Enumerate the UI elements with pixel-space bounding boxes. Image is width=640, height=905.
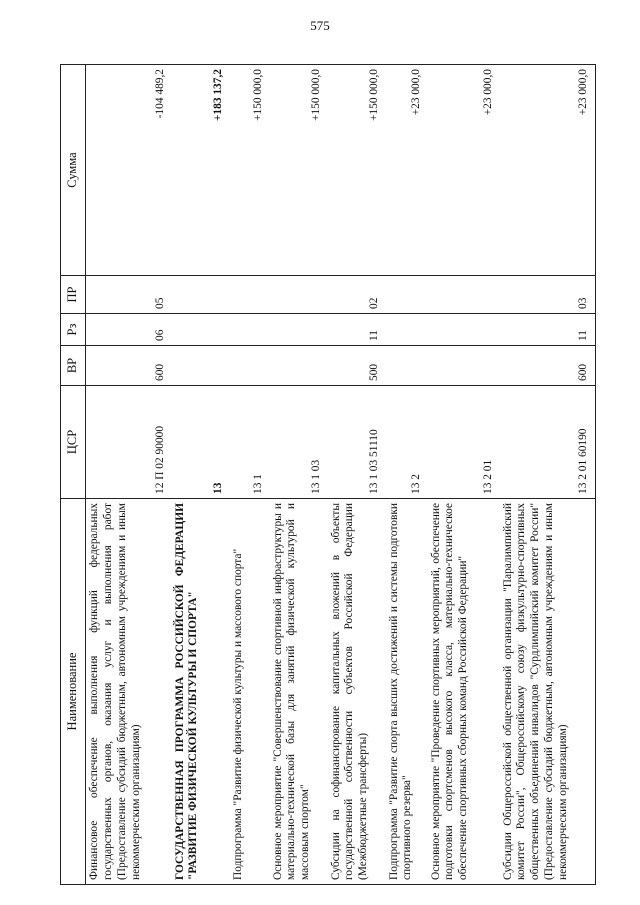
row-pr: 05	[86, 276, 172, 314]
row-pr: 03	[500, 276, 596, 314]
row-csr: 13 2	[386, 386, 428, 499]
row-csr: 13 1 03 51110	[328, 386, 386, 499]
budget-table	[60, 64, 596, 885]
row-sum: -104 489,2	[86, 65, 172, 276]
row-vr	[172, 346, 230, 386]
row-rz: 11	[500, 314, 596, 346]
row-csr: 12 П 02 90000	[86, 386, 172, 499]
row-name: Подпрограмма "Развитие физической культуры и массового спорта"	[230, 499, 270, 885]
header-sum: Сумма	[61, 65, 86, 276]
row-rz	[428, 314, 500, 346]
table-row	[230, 65, 270, 885]
row-rz: 11	[328, 314, 386, 346]
row-rz: 06	[86, 314, 172, 346]
row-name: Основное мероприятие "Совершенствование спортивной инфраструктуры и материально-технической базы для занятий физической культурой и массовым спортом"	[270, 499, 328, 885]
header-csr: ЦСР	[61, 386, 86, 499]
header-rz: Рз	[61, 314, 86, 346]
row-vr: 600	[86, 346, 172, 386]
row-sum: +23 000,0	[386, 65, 428, 276]
row-csr: 13	[172, 386, 230, 499]
row-pr	[270, 276, 328, 314]
row-vr: 600	[500, 346, 596, 386]
row-name: Субсидии на софинансирование капитальных вложений в объекты государственной собственности субъектов Российской Федерации (Межбюджетные трансферты)	[328, 499, 386, 885]
row-name: Субсидии Общероссийской общественной организации "Паралимпийский комитет России", Общероссийскому союзу физкультурно-спортивных общественных объединений инвалидов "Сурдлимпийский комитет России" (Предоставление субсидий бюджетным, автономным учреждениям и иным некоммерческим организациям)	[500, 499, 596, 885]
table-row	[172, 65, 230, 885]
row-sum: +150 000,0	[230, 65, 270, 276]
row-rz	[230, 314, 270, 346]
table-row	[428, 65, 500, 885]
row-csr: 13 1 03	[270, 386, 328, 499]
row-pr	[230, 276, 270, 314]
row-pr: 02	[328, 276, 386, 314]
table-row	[86, 65, 172, 885]
table-row	[386, 65, 428, 885]
row-sum: +183 137,2	[172, 65, 230, 276]
row-sum: +23 000,0	[500, 65, 596, 276]
budget-table-rotated	[60, 65, 610, 885]
header-name: Наименование	[61, 499, 86, 885]
row-csr: 13 2 01	[428, 386, 500, 499]
row-pr	[386, 276, 428, 314]
row-name: ГОСУДАРСТВЕННАЯ ПРОГРАММА РОССИЙСКОЙ ФЕДЕРАЦИИ "РАЗВИТИЕ ФИЗИЧЕСКОЙ КУЛЬТУРЫ И СПОРТА"	[172, 499, 230, 885]
row-name: Финансовое обеспечение выполнения функций федеральных государственных органов, оказания услуг и выполнения работ (Предоставление субсидий бюджетным, автономным учреждениям и иным некоммерческим организациям)	[86, 499, 172, 885]
row-sum: +150 000,0	[328, 65, 386, 276]
row-pr	[428, 276, 500, 314]
page-number: 575	[310, 18, 330, 33]
row-name: Основное мероприятие "Проведение спортивных мероприятий, обеспечение подготовки спортсменов высокого класса, материально-техническое обеспечение спортивных сборных команд Российской Федерации"	[428, 499, 500, 885]
header-vr: ВР	[61, 346, 86, 386]
row-rz	[270, 314, 328, 346]
row-vr	[270, 346, 328, 386]
row-vr	[230, 346, 270, 386]
row-sum: +150 000,0	[270, 65, 328, 276]
row-sum: +23 000,0	[428, 65, 500, 276]
row-vr	[386, 346, 428, 386]
row-rz	[172, 314, 230, 346]
header-pr: ПР	[61, 276, 86, 314]
row-vr: 500	[328, 346, 386, 386]
row-csr: 13 2 01 60190	[500, 386, 596, 499]
row-vr	[428, 346, 500, 386]
row-rz	[386, 314, 428, 346]
table-row	[500, 65, 596, 885]
table-header-row	[61, 65, 86, 885]
table-row	[328, 65, 386, 885]
row-csr: 13 1	[230, 386, 270, 499]
row-name: Подпрограмма "Развитие спорта высших достижений и системы подготовки спортивного резерва"	[386, 499, 428, 885]
row-pr	[172, 276, 230, 314]
table-row	[270, 65, 328, 885]
